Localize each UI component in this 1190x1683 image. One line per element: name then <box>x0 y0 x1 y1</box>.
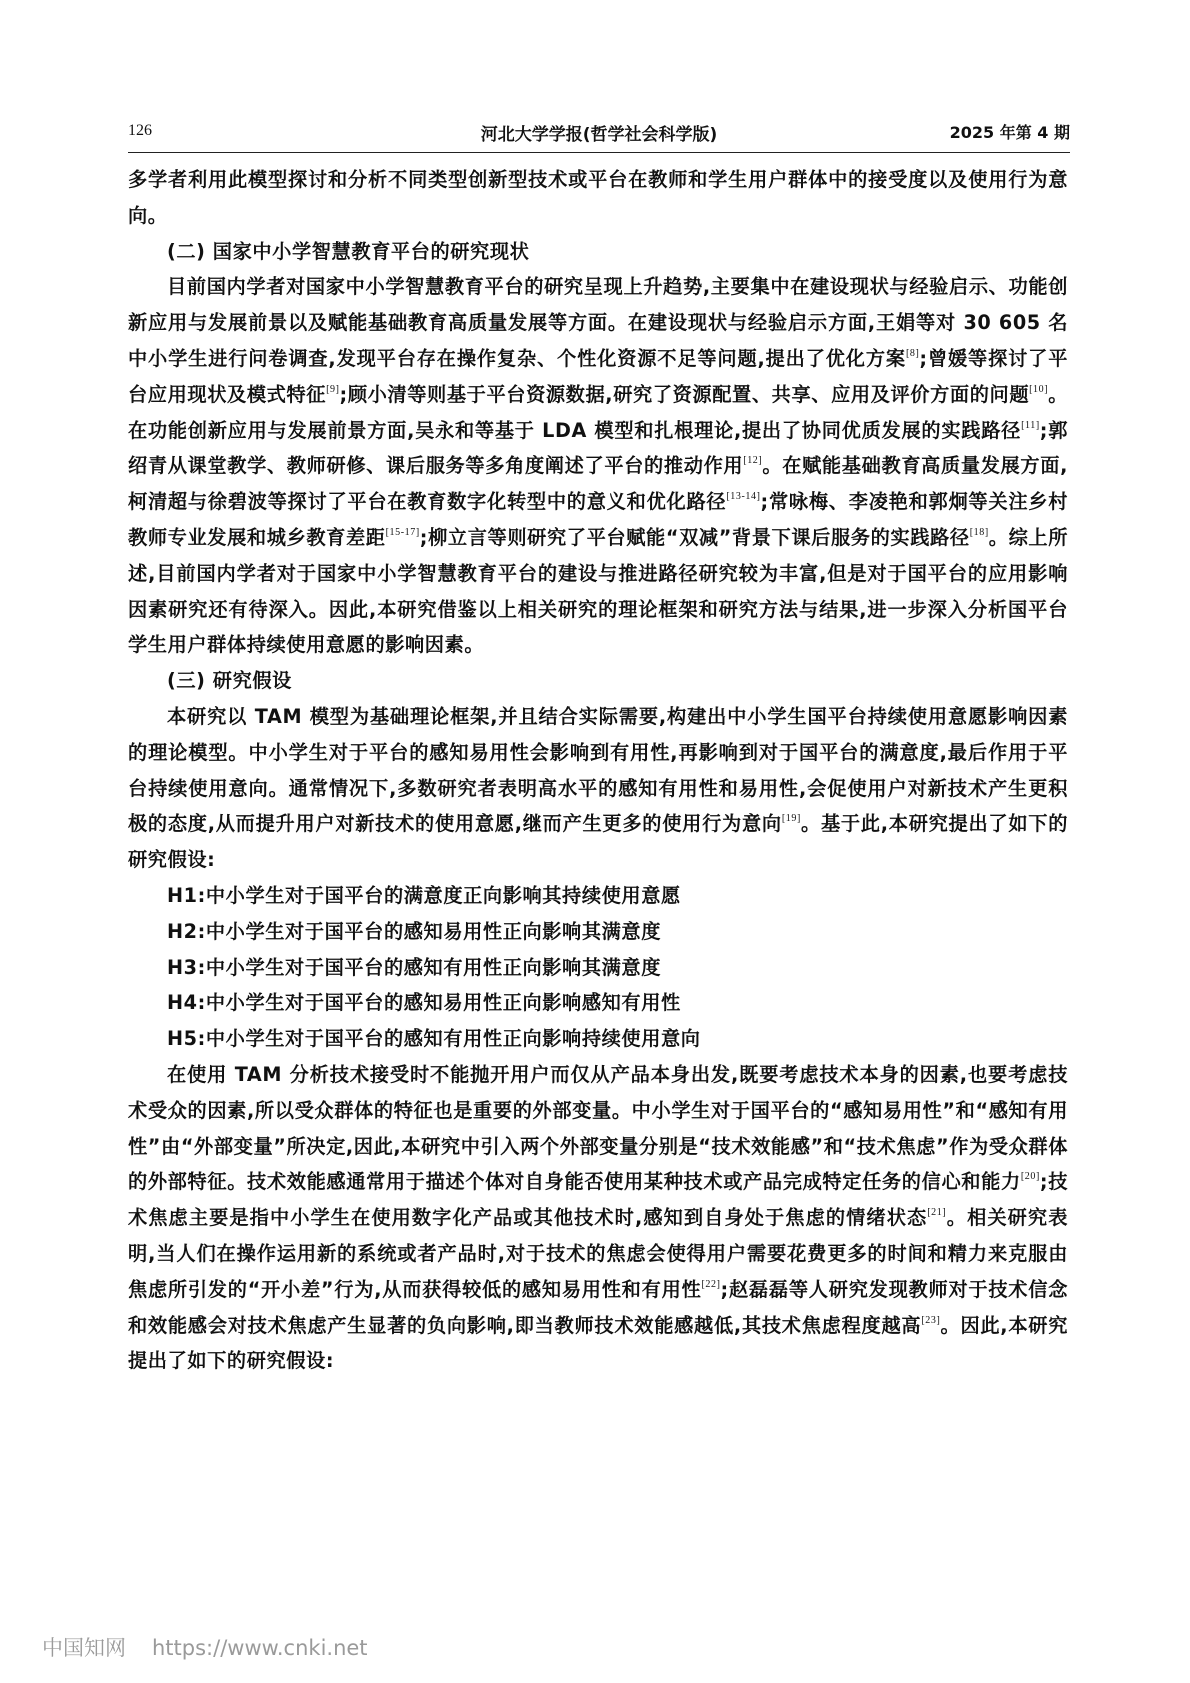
citation[interactable]: [23] <box>921 1314 941 1326</box>
paragraph-hypothesis-intro <box>128 699 1068 878</box>
text-run: 目前国内学者对国家中小学智慧教育平台的研究呈现上升趋势,主要集中在建设现状与经验启示、功能创新应用与发展前景以及赋能基础教育高质量发展等方面。在建设现状与经验启示方面,王娟等对 30 605 名中小学生进行问卷调查,发现平台存在操作复杂、个性化资源不足等问题,提出了优化方案 <box>128 275 1068 370</box>
text-run: ;曾媛等探讨了平台应用现状及模式特征 <box>128 346 1068 406</box>
text-run: 。相关研究表明,当人们在操作运用新的系统或者产品时,对于技术的焦虑会使得用户需要花费更多的时间和精力来克服由焦虑所引发的“开小差”行为,从而获得较低的感知易用性和有用性 <box>128 1206 1068 1301</box>
hypothesis-item: H1:中小学生对于国平台的满意度正向影响其持续使用意愿 <box>167 883 681 907</box>
citation[interactable]: [12] <box>743 455 763 467</box>
journal-title: 河北大学学报(哲学社会科学版) <box>480 125 718 145</box>
citation[interactable]: [21] <box>927 1207 947 1219</box>
citation[interactable]: [11] <box>1021 419 1040 431</box>
page-header <box>128 120 1070 153</box>
paragraph-external-variables <box>128 1057 1068 1379</box>
watermark-footer <box>42 1632 368 1662</box>
text-run: ;顾小清等则基于平台资源数据,研究了资源配置、共享、应用及评价方面的问题 <box>339 382 1030 406</box>
text-run: 本研究以 TAM 模型为基础理论框架,并且结合实际需要,构建出中小学生国平台持续使用意愿影响因素的理论模型。中小学生对于平台的感知易用性会影响到有用性,再影响到对于国平台的满意度,最后作用于平台持续使用意向。通常情况下,多数研究者表明高水平的感知有用性和易用性,会促使用户对新技术产生更积极的态度,从而提升用户对新技术的使用意愿,继而产生更多的使用行为意向 <box>128 704 1068 836</box>
citation[interactable]: [8] <box>905 347 920 359</box>
text-run: 。因此,本研究提出了如下的研究假设: <box>128 1313 1068 1373</box>
hypothesis-item: H2:中小学生对于国平台的感知易用性正向影响其满意度 <box>167 919 661 943</box>
text-run: ;郭绍青从课堂教学、教师研修、课后服务等多角度阐述了平台的推动作用 <box>128 418 1068 478</box>
hypothesis-item: H3:中小学生对于国平台的感知有用性正向影响其满意度 <box>167 955 661 979</box>
article-body <box>128 162 1068 1379</box>
text-run: 在使用 TAM 分析技术接受时不能抛开用户而仅从产品本身出发,既要考虑技术本身的因素,也要考虑技术受众的因素,所以受众群体的特征也是重要的外部变量。中小学生对于国平台的“感知易用性”和“感知有用性”由“外部变量”所决定,因此,本研究中引入两个外部变量分别是“技术效能感”和“技术焦虑”作为受众群体的外部特征。技术效能感通常用于描述个体对自身能否使用某种技术或产品完成特定任务的信心和能力 <box>128 1062 1068 1194</box>
text-run: ;赵磊磊等人研究发现教师对于技术信念和效能感会对技术焦虑产生显著的负向影响,即当教师技术效能感越低,其技术焦虑程度越高 <box>128 1277 1068 1337</box>
citation[interactable]: [13-14] <box>726 491 761 503</box>
citation[interactable]: [22] <box>701 1278 721 1290</box>
text-run: 。综上所述,目前国内学者对于国家中小学智慧教育平台的建设与推进路径研究较为丰富,但是对于国平台的应用影响因素研究还有待深入。因此,本研究借鉴以上相关研究的理论框架和研究方法与结果,进一步深入分析国平台学生用户群体持续使用意愿的影响因素。 <box>128 525 1069 657</box>
site-url[interactable]: https://www.cnki.net <box>152 1636 368 1660</box>
text-run: 。在功能创新应用与发展前景方面,吴永和等基于 LDA 模型和扎根理论,提出了协同优质发展的实践路径 <box>128 382 1068 442</box>
paragraph-research-status <box>128 269 1068 663</box>
text-run: ;技术焦虑主要是指中小学生在使用数字化产品或其他技术时,感知到自身处于焦虑的情绪状态 <box>128 1170 1069 1230</box>
citation[interactable]: [15-17] <box>385 526 420 538</box>
citation[interactable]: [19] <box>781 813 801 825</box>
paragraph-continued: 多学者利用此模型探讨和分析不同类型创新型技术或平台在教师和学生用户群体中的接受度以及使用行为意向。 <box>128 168 1068 227</box>
section-heading-3: (三) 研究假设 <box>167 669 292 693</box>
page-number: 126 <box>128 122 152 139</box>
citation[interactable]: [10] <box>1029 383 1049 395</box>
text-run: ;常咏梅、李凌艳和郭炯等关注乡村教师专业发展和城乡教育差距 <box>128 490 1068 549</box>
text-run: ;柳立言等则研究了平台赋能“双减”背景下课后服务的实践路径 <box>419 525 970 549</box>
text-run: 。在赋能基础教育高质量发展方面,柯清超与徐碧波等探讨了平台在教育数字化转型中的意义和优化路径 <box>128 454 1068 514</box>
site-name: 中国知网 <box>42 1636 126 1660</box>
section-heading-2: (二) 国家中小学智慧教育平台的研究现状 <box>167 239 530 263</box>
citation[interactable]: [20] <box>1020 1171 1040 1183</box>
citation[interactable]: [18] <box>969 526 989 538</box>
citation[interactable]: [9] <box>326 383 340 395</box>
hypothesis-item: H4:中小学生对于国平台的感知易用性正向影响感知有用性 <box>167 991 681 1015</box>
issue-label: 2025 年第 4 期 <box>949 123 1070 142</box>
hypothesis-item: H5:中小学生对于国平台的感知有用性正向影响持续使用意向 <box>167 1027 701 1051</box>
text-run: 。基于此,本研究提出了如下的研究假设: <box>128 812 1068 872</box>
